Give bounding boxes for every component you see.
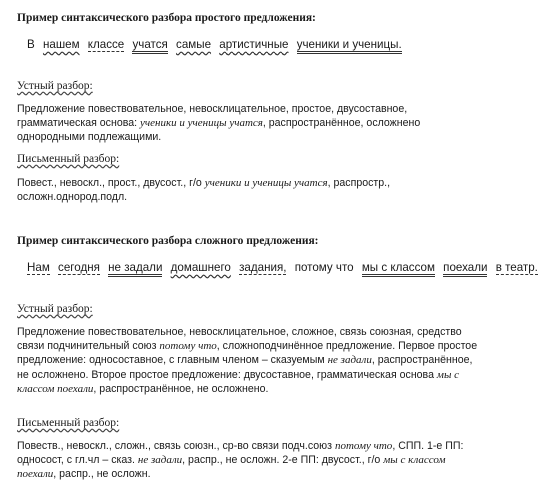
word-attr-1: нашем (42, 38, 80, 51)
word-obj-2: задания, (239, 261, 287, 274)
section1-oral-text (17, 102, 487, 145)
word-conj: потому что (294, 261, 354, 274)
oral2-i1: потому что (159, 340, 217, 353)
section2-oral-heading: Устный разбор: (17, 303, 93, 315)
oral2-t3: , распространённое, не осложнено. Второе простое предложение: двусоставное, грамматическая основа (17, 354, 473, 381)
written1-text-b: , распростр., осложн.однород.подл. (17, 177, 391, 204)
oral2-t2: , сложноподчинённое предложение. Первое простое предложение: односоставное, с главным членом – сказуемым (17, 340, 478, 367)
word-predicate-2: поехали (443, 262, 487, 277)
word-attr-3: артистичные (219, 38, 289, 51)
word-subject: ученики и ученицы. (297, 39, 402, 54)
written2-i1: потому что (334, 440, 393, 452)
word-subject-2: мы с классом (362, 262, 435, 277)
section2-written-text (17, 439, 487, 482)
oral1-text-b: , распространённое, осложнено однородными подлежащими. (17, 117, 421, 144)
written1-text-a: Повест., невоскл., прост., двусост., г/о (17, 177, 202, 189)
written2-i3: мы с классом поехали (17, 454, 446, 481)
simple-sentence (27, 38, 407, 54)
word-circ-2: в театр. (495, 261, 538, 274)
written2-t4: , распр., не осложн. (53, 468, 151, 481)
word-predicate: учатся (132, 39, 167, 54)
written2-t1: Повеств., невоскл., сложн., связь союзн., ср-во связи подч.союз (17, 440, 332, 452)
word-circ: классе (87, 38, 125, 51)
word-prep: В (27, 38, 35, 51)
section2-title: Пример синтаксического разбора сложного предложения: (17, 235, 319, 247)
oral1-italic: ученики и ученицы учатся (140, 117, 263, 130)
written2-t3: , распр., не осложн. 2-е ПП: двусост., г/о (182, 454, 381, 467)
written2-t2: , СПП. 1-е ПП: односост, с гл.чл – сказ. (17, 440, 464, 467)
section1-oral-heading: Устный разбор: (17, 80, 93, 92)
word-attr: домашнего (170, 261, 231, 274)
complex-sentence (27, 261, 543, 277)
oral2-i3: мы с классом поехали (17, 368, 460, 395)
oral2-i2: не задали (327, 354, 372, 367)
section2-written-heading: Письменный разбор: (17, 417, 120, 429)
word-predicate-1: не задали (108, 262, 162, 277)
section1-title: Пример синтаксического разбора простого предложения: (17, 12, 316, 24)
word-obj-1: Нам (27, 261, 50, 274)
section1-written-text (17, 176, 487, 204)
section2-oral-text (17, 325, 487, 396)
word-attr-2: самые (176, 38, 212, 51)
written2-i2: не задали (137, 454, 183, 467)
written1-italic: ученики и ученицы учатся (204, 177, 328, 189)
oral2-t4: , распространённое, не осложнено. (93, 382, 269, 395)
word-circ-1: сегодня (58, 261, 100, 274)
section1-written-heading: Письменный разбор: (17, 153, 120, 165)
oral1-text-a: Предложение повествовательное, невосклицательное, простое, двусоставное, грамматическая основа: (17, 103, 408, 130)
oral2-t1: Предложение повествовательное, невосклицательное, сложное, связь союзная, средство связи подчинительный союз (17, 326, 462, 353)
